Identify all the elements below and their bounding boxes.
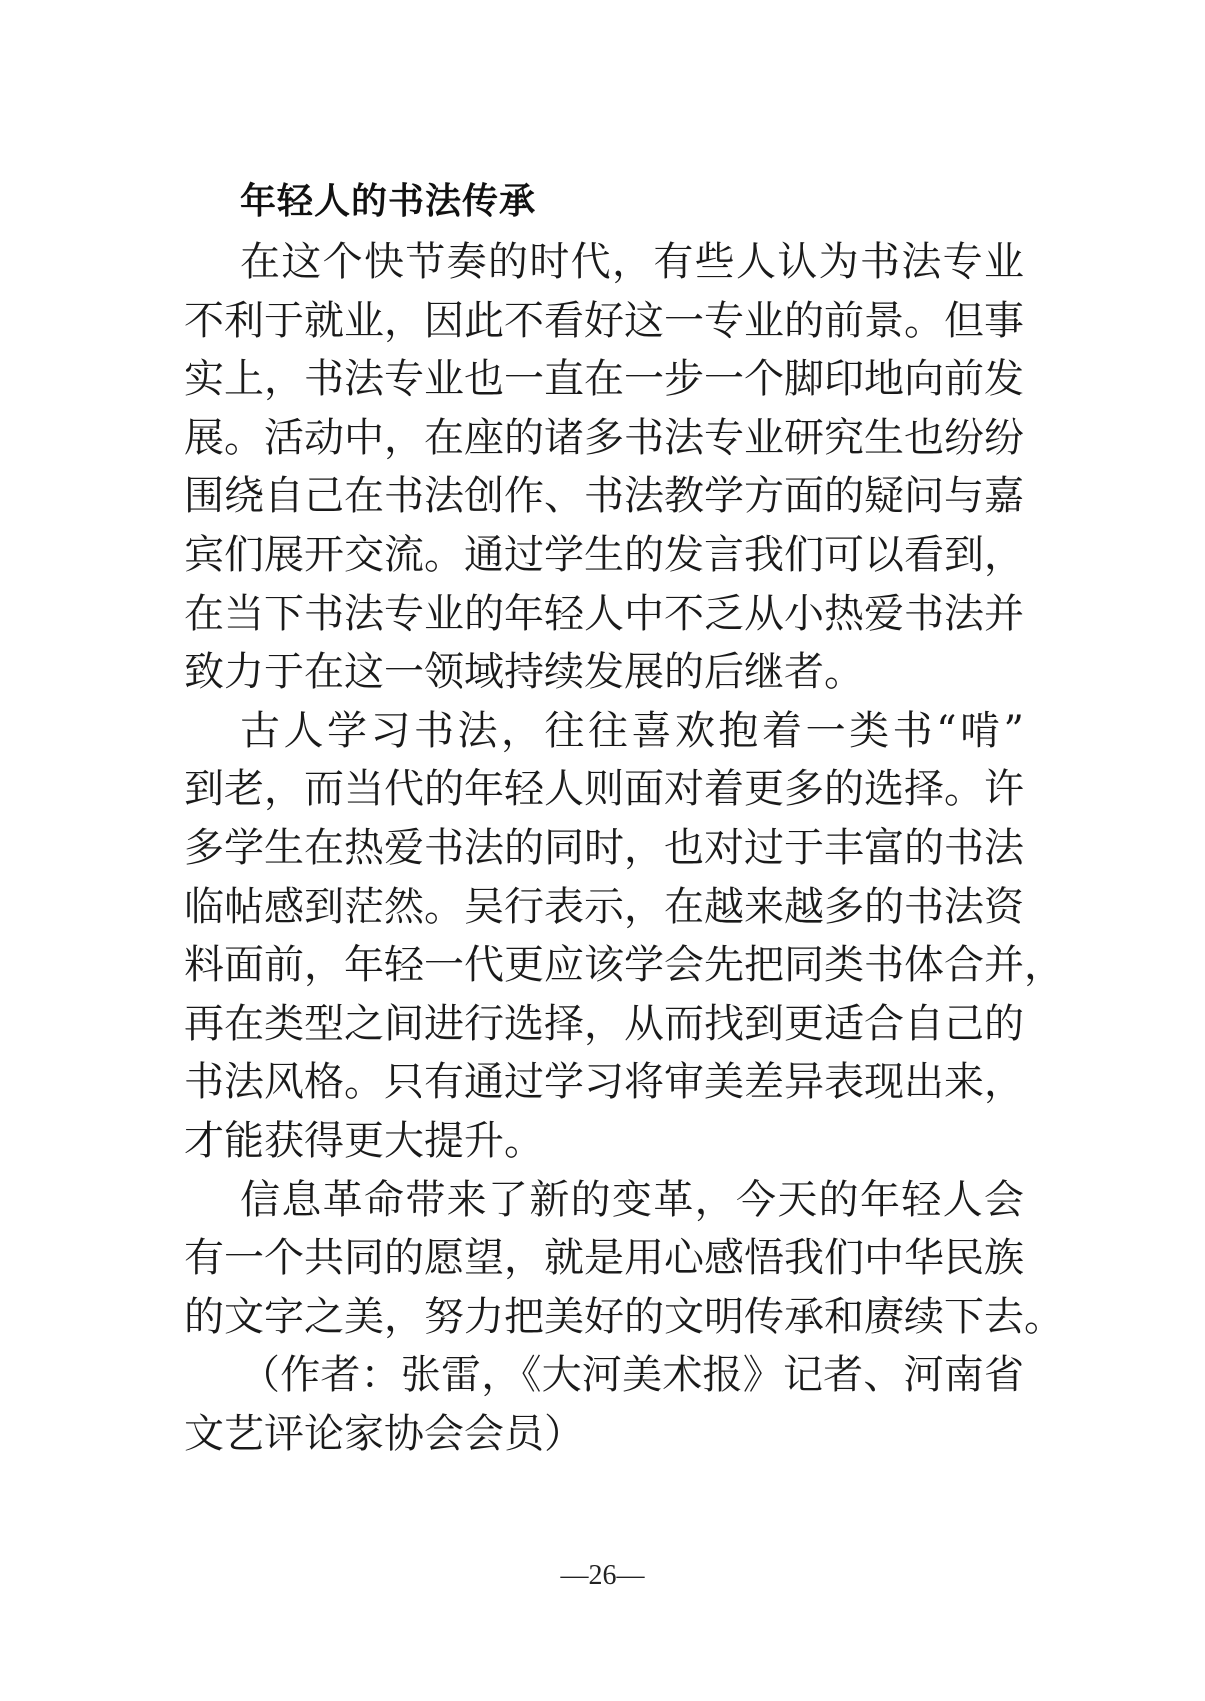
body-line: 宾们展开交流。通过学生的发言我们可以看到，	[184, 532, 1024, 578]
body-line: 在这个快节奏的时代，有些人认为书法专业	[240, 239, 1024, 285]
body-line: 才能获得更大提升。	[184, 1118, 544, 1164]
body-line: 展。活动中，在座的诸多书法专业研究生也纷纷	[184, 414, 1024, 461]
body-line: 致力于在这一领域持续发展的后继者。	[184, 649, 864, 696]
article-title: 年轻人的书法传承	[240, 181, 537, 222]
body-line: 在当下书法专业的年轻人中不乏从小热爱书法并	[184, 590, 1024, 637]
body-line: 文艺评论家协会会员）	[184, 1411, 584, 1457]
page-number: —26—	[560, 1560, 645, 1591]
body-line: 书法风格。只有通过学习将审美差异表现出来，	[184, 1059, 1024, 1106]
body-line: 信息革命带来了新的变革，今天的年轻人会	[240, 1176, 1024, 1223]
body-line: （作者：张雷，《大河美术报》记者、河南省	[240, 1352, 1024, 1399]
body-line: 围绕自己在书法创作、书法教学方面的疑问与嘉	[184, 473, 1024, 520]
body-line: 不利于就业，因此不看好这一专业的前景。但事	[184, 297, 1024, 344]
body-line: 有一个共同的愿望，就是用心感悟我们中华民族	[184, 1235, 1024, 1282]
body-line: 古人学习书法，往往喜欢抱着一类书“啃”	[240, 707, 1024, 754]
body-line: 料面前，年轻一代更应该学会先把同类书体合并，	[184, 942, 1064, 989]
body-line: 再在类型之间进行选择，从而找到更适合自己的	[184, 1000, 1024, 1047]
body-line: 多学生在热爱书法的同时，也对过于丰富的书法	[184, 825, 1024, 871]
body-line: 实上，书法专业也一直在一步一个脚印地向前发	[184, 356, 1024, 403]
body-line: 到老，而当代的年轻人则面对着更多的选择。许	[184, 766, 1024, 813]
body-line: 临帖感到茫然。吴行表示，在越来越多的书法资	[184, 883, 1024, 930]
body-line: 的文字之美，努力把美好的文明传承和赓续下去。	[184, 1293, 1064, 1340]
